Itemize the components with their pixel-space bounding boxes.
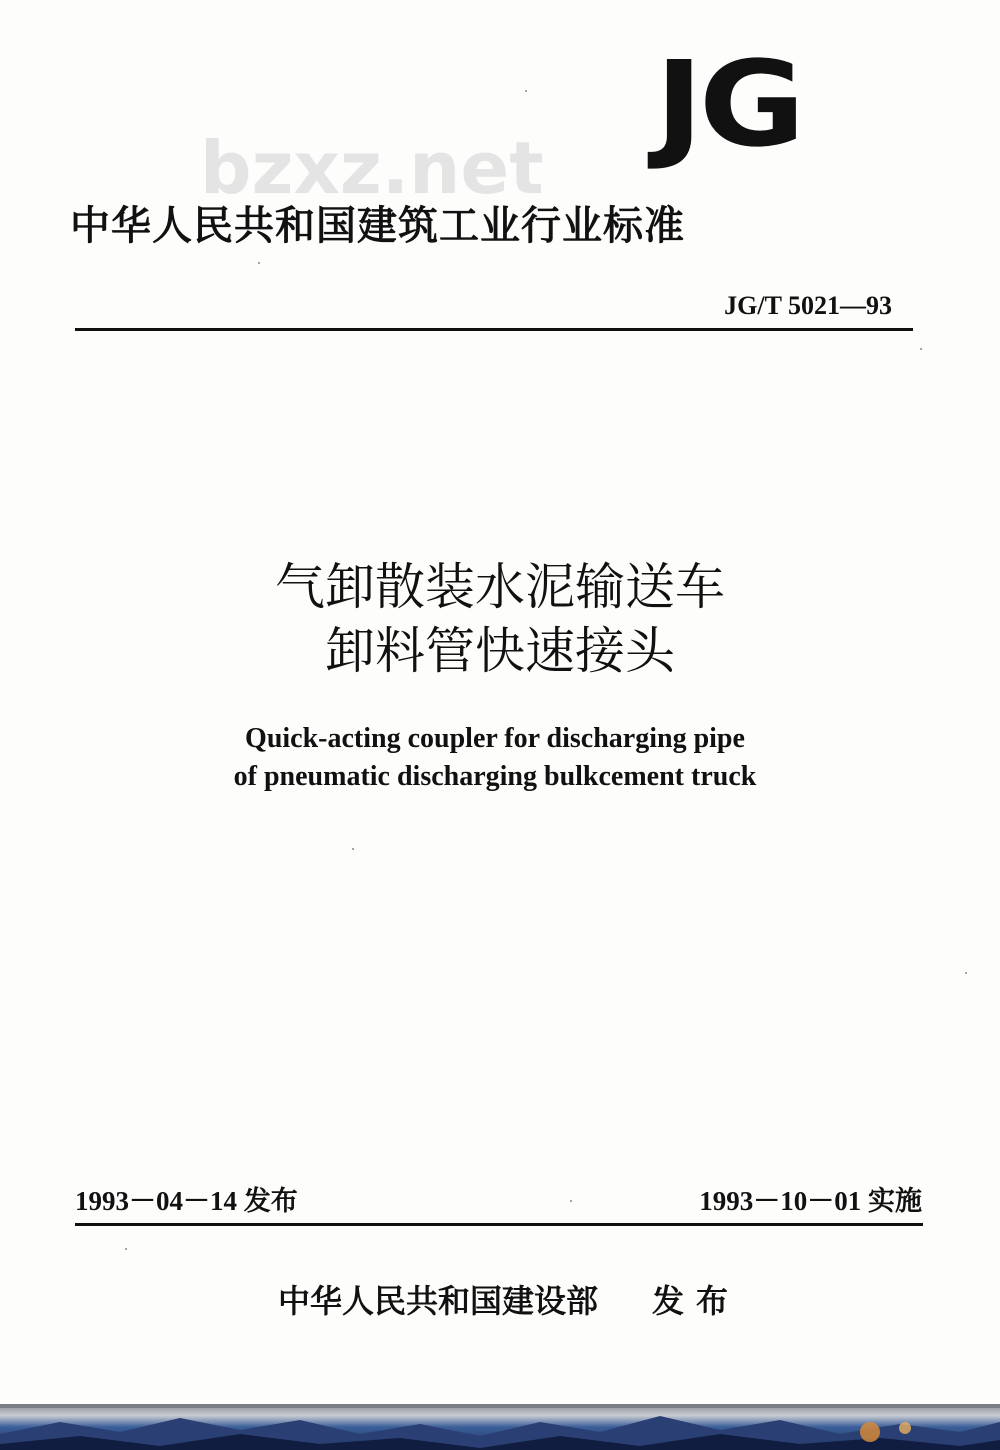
top-divider <box>75 328 913 331</box>
speck <box>352 848 354 850</box>
speck <box>525 90 527 92</box>
english-title <box>0 720 990 796</box>
bottom-divider <box>75 1223 923 1226</box>
standard-code: JG/T 5021—93 <box>724 291 892 320</box>
implement-date-block <box>699 1184 922 1219</box>
jg-logo: JG <box>655 35 802 173</box>
scan-edge-graphic <box>0 1404 1000 1450</box>
issue-date: 1993－04－14 <box>75 1186 237 1216</box>
english-title-line-1: Quick-acting coupler for discharging pipe <box>245 723 745 754</box>
publisher-name: 中华人民共和国建设部 <box>278 1282 599 1320</box>
speck <box>125 1248 127 1250</box>
chinese-title-line-2: 卸料管快速接头 <box>325 622 675 680</box>
scan-edge-strip <box>0 1404 1000 1450</box>
standard-category-title: 中华人民共和国建筑工业行业标准 <box>70 203 685 249</box>
watermark: bzxz.net <box>200 126 544 210</box>
issue-label: 发布 <box>243 1186 298 1217</box>
implement-label: 实施 <box>868 1186 922 1217</box>
speck <box>258 262 260 264</box>
implement-date: 1993－10－01 <box>699 1186 862 1216</box>
speck <box>570 1200 572 1202</box>
speck <box>965 972 967 974</box>
english-title-line-2: of pneumatic discharging bulkcement truck <box>233 761 757 792</box>
issue-date-block <box>75 1184 298 1219</box>
speck <box>920 348 922 350</box>
chinese-title <box>0 555 1000 683</box>
chinese-title-line-1: 气卸散装水泥输送车 <box>275 558 725 616</box>
publish-label: 发布 <box>652 1282 741 1320</box>
